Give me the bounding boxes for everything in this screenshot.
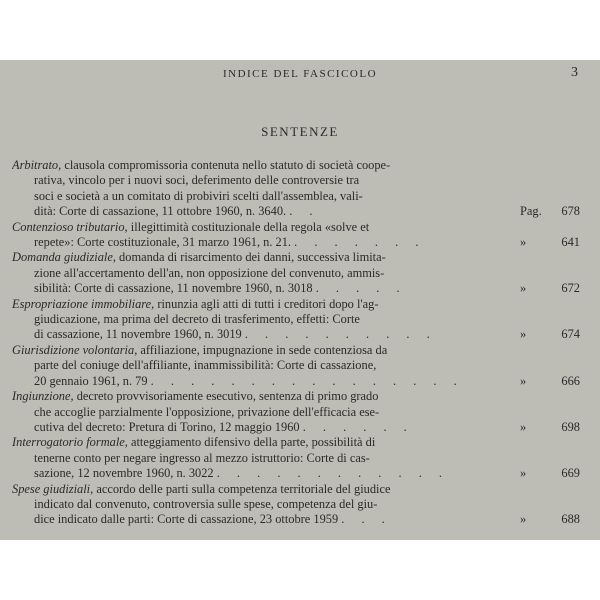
entry-text: decreto provvisoriamente esecutivo, sentenza di primo grado — [73, 389, 379, 404]
page-ref-prefix: » — [520, 419, 527, 434]
entry-text: di cassazione, 11 novembre 1960, n. 3019 — [34, 327, 245, 342]
entry-line — [12, 389, 518, 404]
entry-term: Contenzioso tributario, — [12, 219, 128, 234]
entry-term: Ingiunzione, — [12, 389, 74, 404]
entry-text: dice indicato dalle parti: Corte di cassazione, 23 ottobre 1959 — [34, 512, 342, 527]
entry-line — [12, 497, 518, 512]
page-reference — [518, 235, 588, 250]
index-entry-spese-giudiziali — [12, 482, 588, 528]
dot-leader: . . . . . . . — [294, 235, 426, 250]
entry-line — [12, 451, 518, 466]
entry-line — [12, 358, 518, 373]
section-title: SENTENZE — [261, 124, 339, 139]
page-ref-number: 698 — [561, 419, 580, 434]
page-reference — [518, 466, 588, 481]
entry-term: Domanda giudiziale, — [12, 250, 116, 265]
index-entry-interrogatorio-formale — [12, 435, 588, 481]
page-ref-number: 678 — [561, 204, 580, 219]
index-entry-arbitrato — [12, 158, 588, 220]
entry-text: rinunzia agli atti di tutti i creditori dopo l'ag- — [154, 296, 379, 311]
dot-leader: . . . . . . . . . . — [244, 327, 437, 342]
page-ref-number: 666 — [561, 373, 580, 388]
entry-line — [12, 374, 518, 389]
index-entry-espropriazione-immobiliare — [12, 297, 588, 343]
entry-line — [12, 220, 518, 235]
page-ref-prefix: » — [520, 512, 527, 527]
entry-text: tenerne conto per negare ingresso al mezzo istruttorio: Corte di cas- — [34, 450, 370, 465]
entry-line — [12, 281, 518, 296]
entry-line — [12, 405, 518, 420]
entry-text: zione all'accertamento dell'an, non opposizione del convenuto, ammis- — [34, 265, 385, 280]
running-head: INDICE DEL FASCICOLO — [222, 68, 378, 80]
entry-line — [12, 204, 518, 219]
page-ref-number: 641 — [561, 235, 580, 250]
index-entry-domanda-giudiziale — [12, 250, 588, 296]
page-ref-prefix: » — [520, 466, 527, 481]
entry-line — [12, 482, 518, 497]
dot-leader: . . . — [341, 512, 392, 527]
entry-line — [12, 327, 518, 342]
entry-text: rativa, vincolo per i nuovi soci, deferimento delle controversie tra — [34, 173, 360, 188]
page-reference — [518, 420, 588, 435]
entry-text: dità: Corte di cassazione, 11 ottobre 1960, n. 3640. — [34, 204, 290, 219]
entry-term: Espropriazione immobiliare, — [12, 296, 155, 311]
entry-line — [12, 250, 518, 265]
index-entry-ingiunzione — [12, 389, 588, 435]
entry-text: repete»: Corte costituzionale, 31 marzo 1961, n. 21. — [34, 235, 295, 250]
entry-text: accordo delle parti sulla competenza territoriale del giudice — [93, 481, 391, 496]
entry-text: affiliazione, impugnazione in sede contenziosa da — [137, 342, 388, 357]
entry-text: illegittimità costituzionale della regola «solve et — [127, 219, 370, 234]
entry-text: clausola compromissoria contenuta nello statuto di società coope- — [61, 158, 391, 172]
entry-line — [12, 173, 518, 188]
entry-text: atteggiamento difensivo della parte, possibilità di — [127, 435, 376, 450]
entry-line — [12, 420, 518, 435]
page-ref-prefix: » — [520, 373, 527, 388]
dot-leader: . . . . . — [315, 281, 407, 296]
page-reference — [518, 374, 588, 389]
entry-text: sibilità: Corte di cassazione, 11 novembre 1960, n. 3018 — [34, 281, 316, 296]
index-entries — [12, 158, 588, 528]
page-reference — [518, 204, 588, 219]
entry-text: parte del coniuge dell'affiliante, inammissibilità: Corte di cassazione, — [34, 358, 377, 373]
entry-line — [12, 343, 518, 358]
entry-line — [12, 235, 518, 250]
entry-term: Giurisdizione volontaria, — [12, 342, 138, 357]
entry-line — [12, 266, 518, 281]
dot-leader: . . . . . . . . . . . . — [216, 466, 449, 481]
page-ref-number: 669 — [561, 466, 580, 481]
page-ref-number: 672 — [561, 281, 580, 296]
page-ref-prefix: Pag. — [520, 204, 542, 219]
page-ref-number: 674 — [561, 327, 580, 342]
entry-line — [12, 158, 518, 173]
page-reference — [518, 327, 588, 342]
page-ref-prefix: » — [520, 281, 527, 296]
entry-line — [12, 312, 518, 327]
entry-line — [12, 512, 518, 527]
entry-text: soci e società a un comitato di probiviri scelti dall'assemblea, vali- — [34, 188, 363, 203]
entry-text: 20 gennaio 1961, n. 79 — [34, 373, 151, 388]
document-page — [0, 60, 600, 540]
dot-leader: . . — [289, 204, 320, 219]
entry-text: domanda di risarcimento dei danni, successiva limita- — [115, 250, 386, 265]
entry-line — [12, 189, 518, 204]
entry-text: che accoglie parzialmente l'opposizione, privazione dell'efficacia ese- — [34, 404, 380, 419]
page-reference — [518, 512, 588, 527]
entry-term: Arbitrato, — [12, 158, 62, 172]
entry-term: Spese giudiziali, — [12, 481, 94, 496]
entry-line — [12, 297, 518, 312]
entry-text: indicato dal convenuto, controversia sulle spese, competenza del giu- — [34, 496, 378, 511]
entry-term: Interrogatorio formale, — [12, 435, 128, 450]
entry-text: cutiva del decreto: Pretura di Torino, 12 maggio 1960 — [34, 419, 303, 434]
entry-text: sazione, 12 novembre 1960, n. 3022 — [34, 466, 217, 481]
page-number: 3 — [571, 65, 578, 80]
page-reference — [518, 281, 588, 296]
entry-line — [12, 466, 518, 481]
entry-line — [12, 435, 518, 450]
page-ref-prefix: » — [520, 327, 527, 342]
page-ref-prefix: » — [520, 235, 527, 250]
dot-leader: . . . . . . — [302, 419, 414, 434]
page-ref-number: 688 — [561, 512, 580, 527]
index-entry-giurisdizione-volontaria — [12, 343, 588, 389]
entry-text: giudicazione, ma prima del decreto di trasferimento, effetti: Corte — [34, 312, 360, 327]
index-entry-contenzioso-tributario — [12, 220, 588, 251]
dot-leader: . . . . . . . . . . . . . . . . — [150, 373, 464, 388]
